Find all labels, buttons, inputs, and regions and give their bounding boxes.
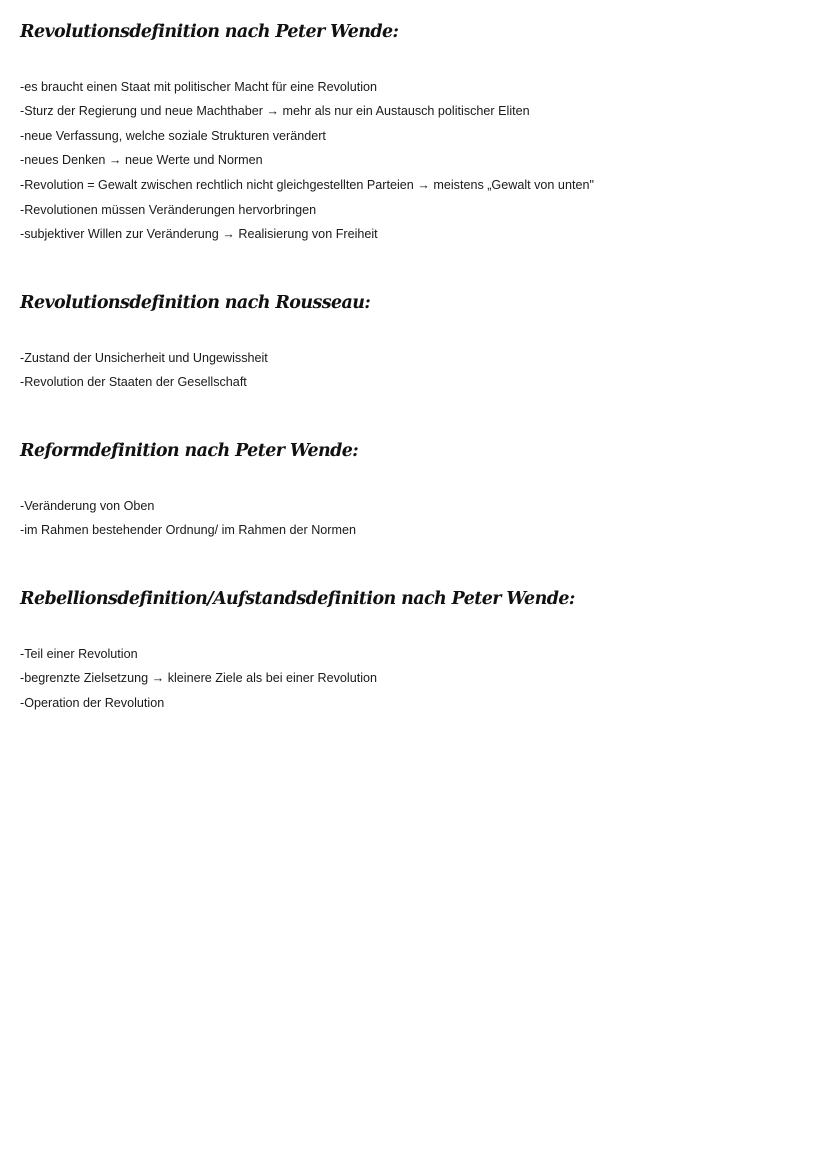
list-item: -subjektiver Willen zur Veränderung → Realisierung von Freiheit xyxy=(20,227,378,241)
list-item: -im Rahmen bestehender Ordnung/ im Rahmen der Normen xyxy=(20,523,356,537)
section-heading: Reformdefinition nach Peter Wende: xyxy=(20,441,359,461)
section-heading: Revolutionsdefinition nach Rousseau: xyxy=(20,293,371,313)
list-item: -Veränderung von Oben xyxy=(20,499,155,513)
list-item: -Sturz der Regierung und neue Machthaber → mehr als nur ein Austausch politischer Eliten xyxy=(20,104,530,118)
list-item: -Revolution der Staaten der Gesellschaft xyxy=(20,375,247,389)
list-item: -Zustand der Unsicherheit und Ungewissheit xyxy=(20,351,268,365)
list-item: -begrenzte Zielsetzung → kleinere Ziele als bei einer Revolution xyxy=(20,671,378,685)
list-item: -Revolutionen müssen Veränderungen hervorbringen xyxy=(20,203,317,217)
list-item: -Operation der Revolution xyxy=(20,696,165,710)
list-item: -neue Verfassung, welche soziale Strukturen verändert xyxy=(20,129,326,143)
section-heading: Rebellionsdefinition/Aufstandsdefinition nach Peter Wende: xyxy=(20,589,575,609)
list-item: -Revolution = Gewalt zwischen rechtlich nicht gleichgestellten Parteien → meistens „Gewalt von unten" xyxy=(20,178,594,192)
list-item: -Teil einer Revolution xyxy=(20,647,138,661)
list-item: -es braucht einen Staat mit politischer Macht für eine Revolution xyxy=(20,80,378,94)
list-item: -neues Denken → neue Werte und Normen xyxy=(20,153,263,167)
section-heading: Revolutionsdefinition nach Peter Wende: xyxy=(20,22,399,42)
